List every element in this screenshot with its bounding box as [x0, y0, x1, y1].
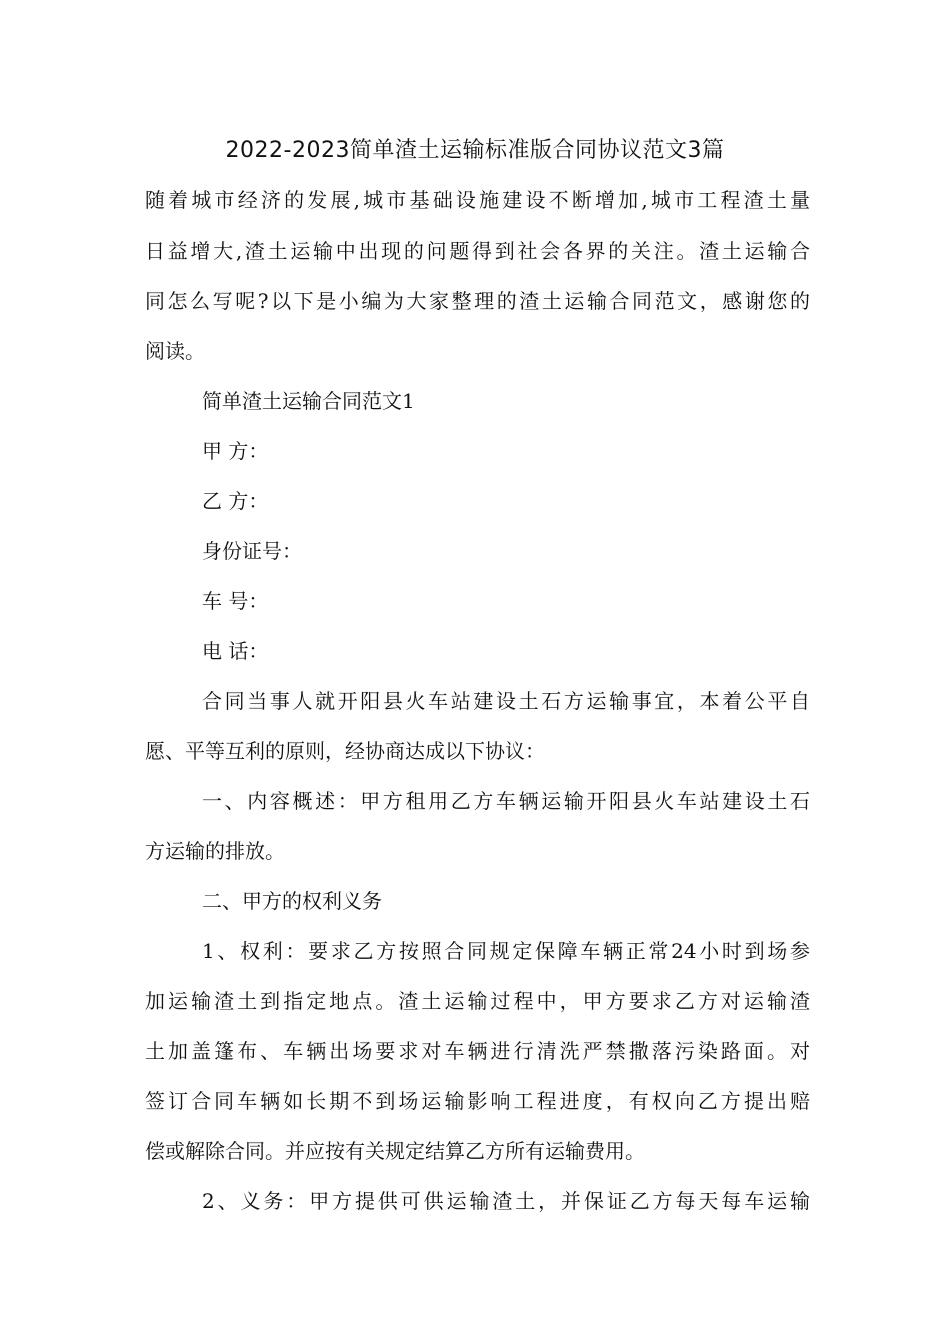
clause-line: 一、内容概述：甲方租用乙方车辆运输开阳县火车站建设土石	[202, 789, 810, 813]
paragraph-line: 阅读。	[145, 339, 205, 363]
clause-heading: 二、甲方的权利义务	[202, 889, 382, 913]
clause-line: 方运输的排放。	[145, 839, 285, 863]
clause-line: 1、权利：要求乙方按照合同规定保障车辆正常24小时到场参	[202, 939, 810, 963]
paragraph-line: 愿、平等互利的原则，经协商达成以下协议：	[145, 739, 545, 763]
phone-label: 电 话：	[202, 639, 269, 663]
paragraph-line: 随着城市经济的发展,城市基础设施建设不断增加,城市工程渣土量	[145, 188, 810, 212]
paragraph-line: 合同当事人就开阳县火车站建设土石方运输事宜，本着公平自	[202, 689, 810, 713]
clause-line: 签订合同车辆如长期不到场运输影响工程进度，有权向乙方提出赔	[145, 1089, 810, 1113]
paragraph-line: 日益增大,渣土运输中出现的问题得到社会各界的关注。渣土运输合	[145, 239, 810, 263]
paragraph-line: 同怎么写呢?以下是小编为大家整理的渣土运输合同范文，感谢您的	[145, 289, 810, 313]
clause-line: 2、义务：甲方提供可供运输渣土，并保证乙方每天每车运输	[202, 1189, 810, 1213]
vehicle-number-label: 车 号：	[202, 589, 269, 613]
clause-line: 加运输渣土到指定地点。渣土运输过程中，甲方要求乙方对运输渣	[145, 989, 810, 1013]
clause-line: 土加盖篷布、车辆出场要求对车辆进行清洗严禁撒落污染路面。对	[145, 1039, 810, 1063]
document-title: 2022-2023简单渣土运输标准版合同协议范文3篇	[225, 138, 725, 163]
section-heading: 简单渣土运输合同范文1	[202, 389, 415, 413]
clause-line: 偿或解除合同。并应按有关规定结算乙方所有运输费用。	[145, 1139, 645, 1163]
party-a-label: 甲 方：	[202, 439, 269, 463]
party-b-label: 乙 方：	[202, 489, 269, 513]
id-number-label: 身份证号：	[202, 539, 302, 563]
